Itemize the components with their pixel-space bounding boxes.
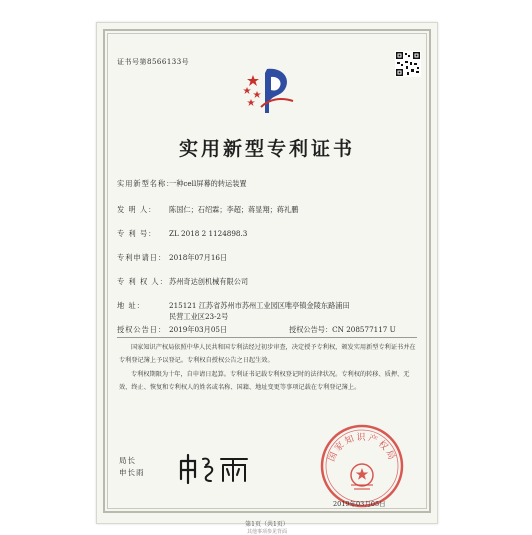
certificate-title: 实用新型专利证书 <box>178 138 355 160</box>
field-value: 2018年07月16日 <box>169 253 228 262</box>
field-value: 民营工业区23-2号 <box>169 312 229 321</box>
field-label: 实用新型名称： <box>117 179 175 188</box>
field-grant-announcement <box>117 325 396 335</box>
field-label: 专利申请日： <box>117 253 167 262</box>
field-label: 发 明 人： <box>117 205 157 214</box>
term-paragraph: 专利权期限为十年，自申请日起算。专利证书记载专利权登记时的法律状况。专利权的转移、质押、无效、终止、恢复和专利权人的姓名或名称、国籍、地址变更等事项记载在专利登记簿上。 <box>119 371 410 391</box>
director-signature <box>175 451 255 485</box>
seal-date: 2019年03月05日 <box>333 500 386 508</box>
field-inventors <box>117 205 298 215</box>
grant-statement <box>119 341 419 367</box>
field-value: 陈国仁；石绍霖；李超；蒋显翔；蒋礼鹏 <box>169 205 299 214</box>
field-value: 苏州奇达创机械有限公司 <box>169 277 249 286</box>
footer-note: 其他事项参见背面 <box>246 529 287 535</box>
field-address-line-2 <box>117 312 228 322</box>
field-patent-number <box>117 229 247 239</box>
certificate-number: 证书号第8566133号 <box>117 58 190 66</box>
page-number: 第1页（共1页） <box>245 521 289 528</box>
patent-office-emblem-icon <box>239 63 299 119</box>
field-utility-model-name <box>117 179 247 189</box>
field-application-date <box>117 253 227 263</box>
field-value: 215121 江苏省苏州市苏州工业园区唯亭镇金陵东路浦田 <box>169 301 350 310</box>
director-title: 局长 <box>119 456 136 465</box>
certificate-sheet <box>96 22 438 535</box>
term-statement <box>119 368 419 394</box>
field-value: 一种cell屏幕的转运装置 <box>169 179 247 188</box>
grant-number-label: 授权公告号： <box>289 325 333 334</box>
official-seal-stamp <box>319 423 405 509</box>
grant-number-value: CN 208577117 U <box>332 325 396 334</box>
field-label: 地 址： <box>117 301 145 310</box>
field-value: ZL 2018 2 1124898.3 <box>169 229 248 238</box>
grant-date-value: 2019年03月05日 <box>169 325 228 334</box>
qr-code-icon <box>395 51 421 77</box>
svg-text:国家知识产权局: 国家知识产权局 <box>326 433 398 464</box>
field-label: 专 利 权 人： <box>117 277 168 286</box>
field-address <box>117 301 350 311</box>
divider-line <box>117 337 417 338</box>
grant-date-label: 授权公告日： <box>117 325 167 334</box>
grant-paragraph: 国家知识产权局依照中华人民共和国专利法经过初步审查，决定授予专利权，颁发实用新型专利证书并在专利登记簿上予以登记。专利权自授权公告之日起生效。 <box>119 344 416 364</box>
field-label: 专 利 号： <box>117 229 157 238</box>
director-name: 申长雨 <box>119 468 145 477</box>
field-patentee <box>117 277 248 287</box>
